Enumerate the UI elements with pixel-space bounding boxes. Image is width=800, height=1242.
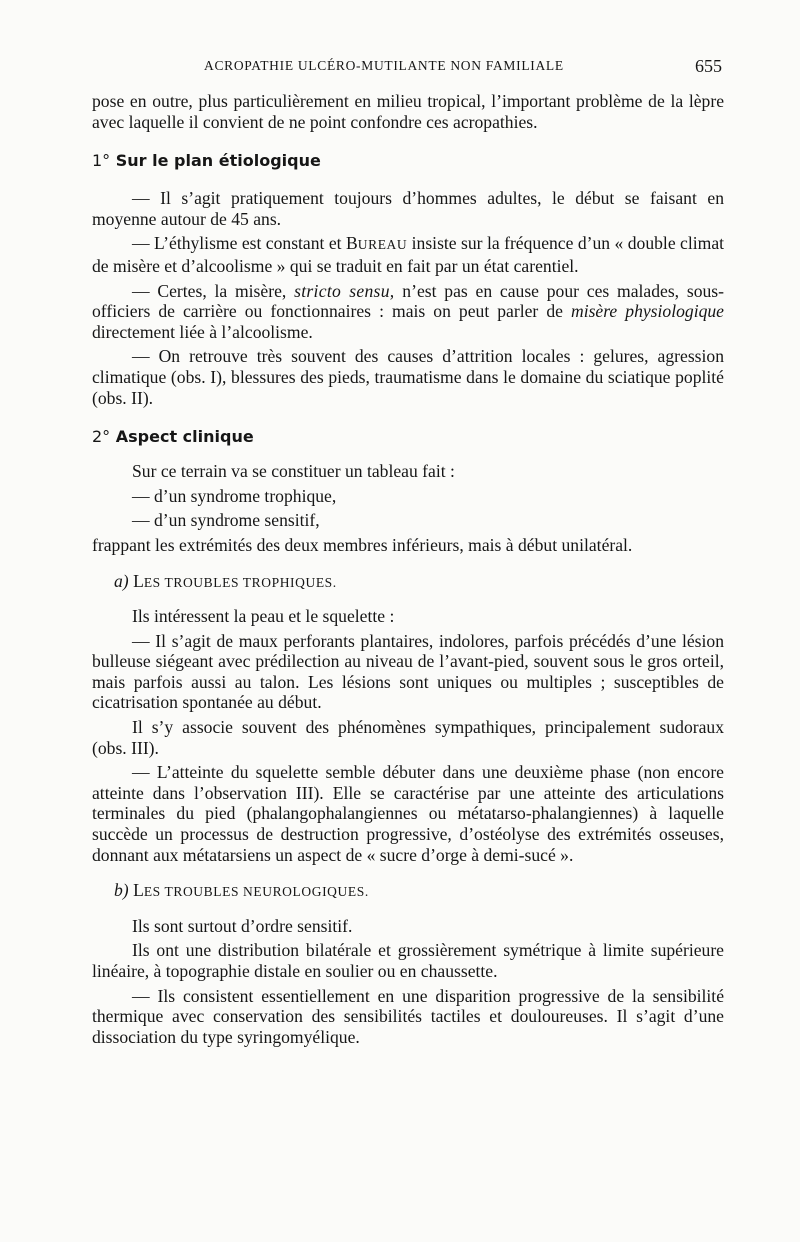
p2-text-a: — L’éthylisme est constant et: [132, 233, 346, 254]
subsection-b-heading: [92, 880, 724, 903]
subsection-a-paragraph-1: Ils intéressent la peau et le squelette :: [132, 606, 395, 627]
section-2-paragraph-2: frappant les extrémités des deux membres inférieurs, mais à début unilatéral.: [92, 534, 633, 555]
section-1-paragraph-1: — Il s’agit pratiquement toujours d’hommes adultes, le début se faisant en moyenne autour de 45 ans.: [92, 188, 724, 229]
section-1-heading: [92, 151, 724, 171]
section-2-list-item-1: — d’un syndrome trophique,: [132, 485, 337, 506]
subsection-b-paragraph-2: Ils ont une distribution bilatérale et grossièrement symétrique à limite supérieure linéaire, à topographie distale en soulier ou en chaussette.: [92, 940, 724, 981]
subsection-a-paragraph-4: — L’atteinte du squelette semble débuter dans une deuxième phase (non encore atteinte dans l’observation III). Elle se caractérise par une atteinte des articulations terminales du pied (phalangophalangiennes ou métatarso-phalangiennes) à laquelle succède un processus de destruction progressive, d’ostéolyse des extrémités osseuses, donnant aux métatarsiens un aspect de « sucre d’orge à demi-sucé ».: [92, 762, 724, 865]
section-2-list-item-2: — d’un syndrome sensitif,: [132, 510, 320, 531]
italic-stricto-sensu: stricto sensu,: [294, 280, 395, 301]
running-head: [92, 58, 722, 80]
author-name-initial: B: [345, 233, 358, 254]
author-name-rest: UREAU: [357, 237, 408, 253]
article-body: [92, 91, 724, 1047]
subsection-a-title-initial: L: [133, 570, 144, 591]
intro-paragraph: pose en outre, plus particulièrement en milieu tropical, l’important problème de la lèpre avec laquelle il convient de ne point confondre ces acropathies.: [92, 91, 724, 132]
section-2-title: Aspect clinique: [115, 427, 254, 447]
italic-misere-physiologique: misère physiologique: [570, 301, 724, 322]
section-1-paragraph-4: — On retrouve très souvent des causes d’attrition locales : gelures, agression climatique (obs. I), blessures des pieds, traumatisme dans le domaine du sciatique poplité (obs. II).: [92, 346, 724, 408]
subsection-b-paragraph-3: — Ils consistent essentiellement en une disparition progressive de la sensibilité thermique avec conservation des sensibilités tactiles et douloureuses. Il s’agit d’une dissociation du type syringomyélique.: [92, 985, 724, 1047]
p3-text-a: — Certes, la misère,: [132, 280, 295, 301]
section-2-paragraph-1: Sur ce terrain va se constituer un tableau fait :: [132, 461, 455, 482]
section-1-number: 1°: [92, 151, 111, 171]
page-number: 655: [695, 56, 722, 76]
p3-text-c: directement liée à l’alcoolisme.: [92, 321, 313, 342]
section-1-paragraph-3: [92, 281, 724, 343]
p3-text-b: n’est pas en cause pour ces malades, sous-officiers de carrière ou fonctionnaires : mais on peut parler de: [92, 280, 725, 322]
subsection-b-title-initial: L: [133, 880, 144, 901]
subsection-b-title: ES TROUBLES NEUROLOGIQUES.: [143, 884, 369, 900]
section-1-title: Sur le plan étiologique: [115, 151, 321, 171]
subsection-a-title: ES TROUBLES TROPHIQUES.: [143, 574, 337, 590]
section-1-paragraph-2: [92, 233, 724, 276]
subsection-b-paragraph-1: Ils sont surtout d’ordre sensitif.: [132, 915, 353, 936]
subsection-b-letter: b): [114, 880, 129, 901]
subsection-a-letter: a): [114, 570, 129, 591]
p2-text-b: insiste sur la fréquence d’un « double climat de misère et d’alcoolisme » qui se traduit en fait par un état carentiel.: [92, 233, 725, 276]
running-head-title: ACROPATHIE ULCÉRO-MUTILANTE NON FAMILIALE: [204, 58, 564, 73]
section-2-number: 2°: [92, 427, 111, 447]
subsection-a-heading: [92, 571, 724, 594]
subsection-a-paragraph-3: Il s’y associe souvent des phénomènes sympathiques, principalement sudoraux (obs. III).: [92, 717, 724, 758]
subsection-a-paragraph-2: — Il s’agit de maux perforants plantaires, indolores, parfois précédés d’une lésion bulleuse siégeant avec prédilection au niveau de l’avant-pied, souvent sous le gros orteil, mais parfois aussi au talon. Les lésions sont uniques ou multiples ; susceptibles de cicatrisation spontanée au début.: [92, 630, 724, 713]
section-2-heading: [92, 427, 724, 447]
